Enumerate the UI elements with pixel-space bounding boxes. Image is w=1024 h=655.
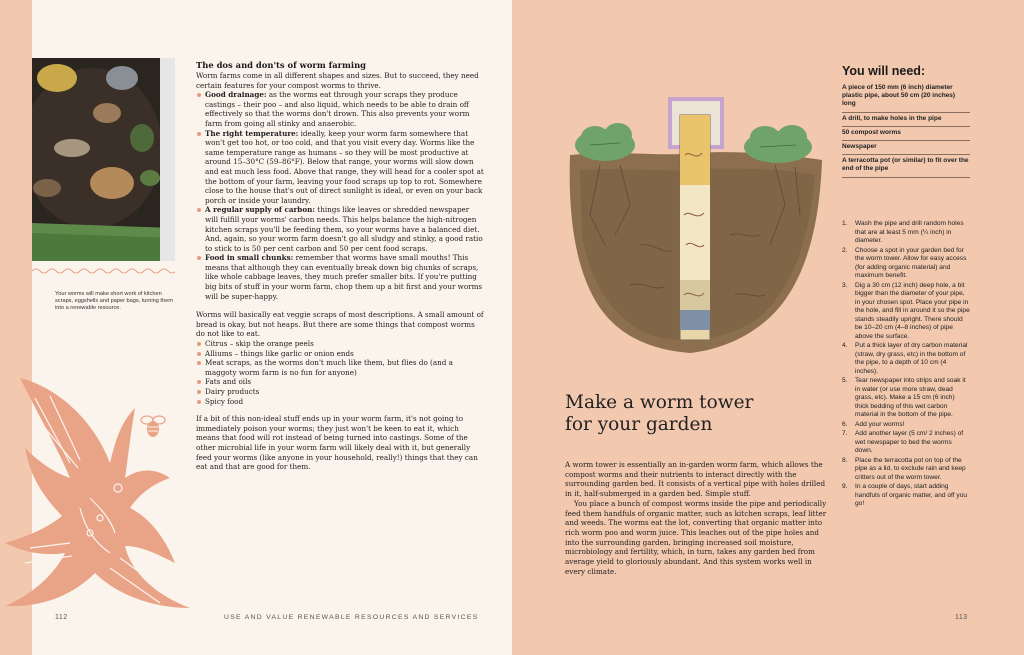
title-line: for your garden [565,414,713,435]
step-text: Add another layer (5 cm/ 2 inches) of wet newspaper to bed the worms down. [855,430,964,454]
step-number: 5. [842,377,848,384]
running-head: USE AND VALUE RENEWABLE RESOURCES AND SERVICES [224,614,479,621]
bird-illustration [0,368,200,616]
material-item: A drill, to make holes in the pipe [842,113,970,127]
closing-paragraph: If a bit of this non-ideal stuff ends up in your worm farm, it's not going to immediately poison your worms; they just won't be keen to eat it, which means that food will rot instead of being turned into castings. Some of the other microbial life in your worm farm will likely deal with it, but generally feed your worms (like anyone in your household, really!) things that they can eat and that are good for them. [196,414,478,472]
worm-tower-illustration [560,95,830,360]
avoid-item: Alliums – things like garlic or onion ends [196,349,484,359]
step-number: 8. [842,456,848,464]
bee-icon [140,412,166,440]
step-number: 3. [842,281,848,289]
step-item [842,342,970,376]
intro-paragraph-1: A worm tower is essentially an in-garden worm farm, which allows the compost worms and their nutrients to interact directly with the surrounding garden bed. It consists of a vertical pipe with holes drilled in it, half-submerged in a garden bed. Simple stuff. [565,460,826,499]
feature-item [196,90,484,128]
feature-term: Good drainage: [205,90,267,100]
worm-farm-photo [32,58,175,261]
page-number-left: 112 [55,614,68,621]
wavy-divider [32,266,175,276]
avoid-item: Citrus – skip the orange peels [196,339,484,349]
steps-list [842,220,970,510]
page-number-right: 113 [955,614,968,621]
step-text: Add your worms! [855,420,905,428]
feature-text: as the worms eat through your scraps they produce castings – their poo – and also liquid, which needs to be able to drain off effectively so that the worms don't drown. This also prevents your worm farm from going all stinky and anaerobic. [205,90,470,128]
step-item [842,421,970,430]
feature-term: Food in small chunks: [205,253,294,263]
left-text-column [196,60,484,472]
step-item [842,220,970,246]
page-title [565,392,825,436]
step-text: Choose a spot in your garden bed for the worm tower. Allow for easy access (for adding organic material) and maximum benefit. [855,246,967,279]
step-number: 7. [842,430,848,437]
step-item [842,282,970,342]
veggie-paragraph: Worms will basically eat veggie scraps of most descriptions. A small amount of bread is okay, but not heaps. But there are some things that compost worms do not like to eat. [196,310,484,339]
feature-text: ideally, keep your worm farm somewhere that won't get too hot, or too cold, and that you visit every day. Worms like the same temperature range as humans – so they will be most productive at around 15–30°C (59–86°F). Below that range, your worms will slow down and eat much less food. Above that range, they will head for a cooler spot at the bottom of your farm, leaving your food scraps up top to rot. Somewhere close to the house that's out of direct sunlight is ideal, or even on your back porch or inside your laundry. [205,128,484,205]
feature-text: remember that worms have small mouths! This means that although they can eventually break down big chunks of scraps, like whole cabbage leaves, they much prefer smaller bits. If you're putting big bits of stuff in your worm farm, chop them up a bit first and your worms will be super-happy. [205,253,483,301]
photo-caption: Your worms will make short work of kitchen scraps, eggshells and paper bags, turning them into a renewable resource. [55,291,173,311]
step-text: Put a thick layer of dry carbon material (straw, dry grass, etc) in the bottom of the pipe, to a depth of 10 cm (4 inches). [855,342,968,375]
material-item: Newspaper [842,141,970,155]
material-item: A terracotta pot (or similar) to fit over the end of the pipe [842,155,970,177]
spacer [196,301,484,310]
step-text: Tear newspaper into strips and soak it in water (or use more straw, dead grass, etc). Make a 15 cm (6 inch) thick bedding of this wet carbon material in the bottom of the pipe. [855,377,966,418]
step-number: 9. [842,483,848,490]
step-text: Place the terracotta pot on top of the pipe as a lid, to exclude rain and keep critters out of the worm tower. [855,456,966,481]
feature-item [196,253,484,301]
step-number: 2. [842,246,848,254]
feature-item [196,205,484,253]
step-item [842,430,970,456]
feature-item [196,129,484,206]
step-item [842,457,970,483]
feature-term: The right temperature: [205,128,299,138]
materials-heading: You will need: [842,64,926,78]
spacer [196,406,484,414]
step-text: Wash the pipe and drill random holes that are at least 5 mm (¼ inch) in diameter. [855,220,964,244]
avoid-item: Dairy products [196,387,484,397]
avoid-item: Meat scraps, as the worms don't much like them, but flies do (and a maggoty worm farm is no fun for anyone) [196,358,484,377]
avoid-item: Fats and oils [196,377,484,387]
intro-paragraph: Worm farms come in all different shapes and sizes. But to succeed, they need certain features for your compost worms to thrive. [196,71,479,90]
step-text: Dig a 30 cm (12 inch) deep hole, a bit bigger than the diameter of your pipe, in your chosen spot. Place your pipe in the hole, and fill in around it so the pipe stands steadily upright. There should be 10–20 cm (4–8 inches) of pipe above the surface. [855,281,970,340]
step-item [842,247,970,281]
step-number: 6. [842,420,848,428]
step-item [842,377,970,420]
feature-term: A regular supply of carbon: [205,205,316,215]
materials-list [842,64,970,178]
section-title: The dos and don'ts of worm farming [196,60,367,70]
title-line: Make a worm tower [565,392,754,413]
step-text: In a couple of days, start adding handfuls of organic matter, and off you go! [855,483,968,507]
material-item: A piece of 150 mm (6 inch) diameter plastic pipe, about 50 cm (20 inches) long [842,82,970,113]
step-number: 1. [842,220,848,227]
step-number: 4. [842,342,848,349]
intro-paragraph-2: You place a bunch of compost worms inside the pipe and periodically feed them handfuls of organic matter, such as kitchen scraps, leaf litter and weeds. The worms eat the lot, converting that organic matter into rich worm poo and worm juice. This leaches out of the pipe holes and into the surrounding garden, bringing increased soil moisture, microbiology and fertility, which, in turn, takes any garden bed from average yield to gloriously abundant. And this system works well in every climate. [565,498,827,576]
intro-text [565,460,827,576]
avoid-item: Spicy food [196,397,484,407]
feature-text: things like leaves or shredded newspaper will fulfill your worms' carbon needs. This helps balance the high-nitrogen kitchen scraps you'll be feeding them, so your worms have a balanced diet. And, again, so your worm farm doesn't go all sludgy and stinky, a good ratio to stick to is 50 per cent carbon and 50 per cent food scraps. [205,205,483,253]
step-item [842,483,970,509]
material-item: 50 compost worms [842,127,970,141]
